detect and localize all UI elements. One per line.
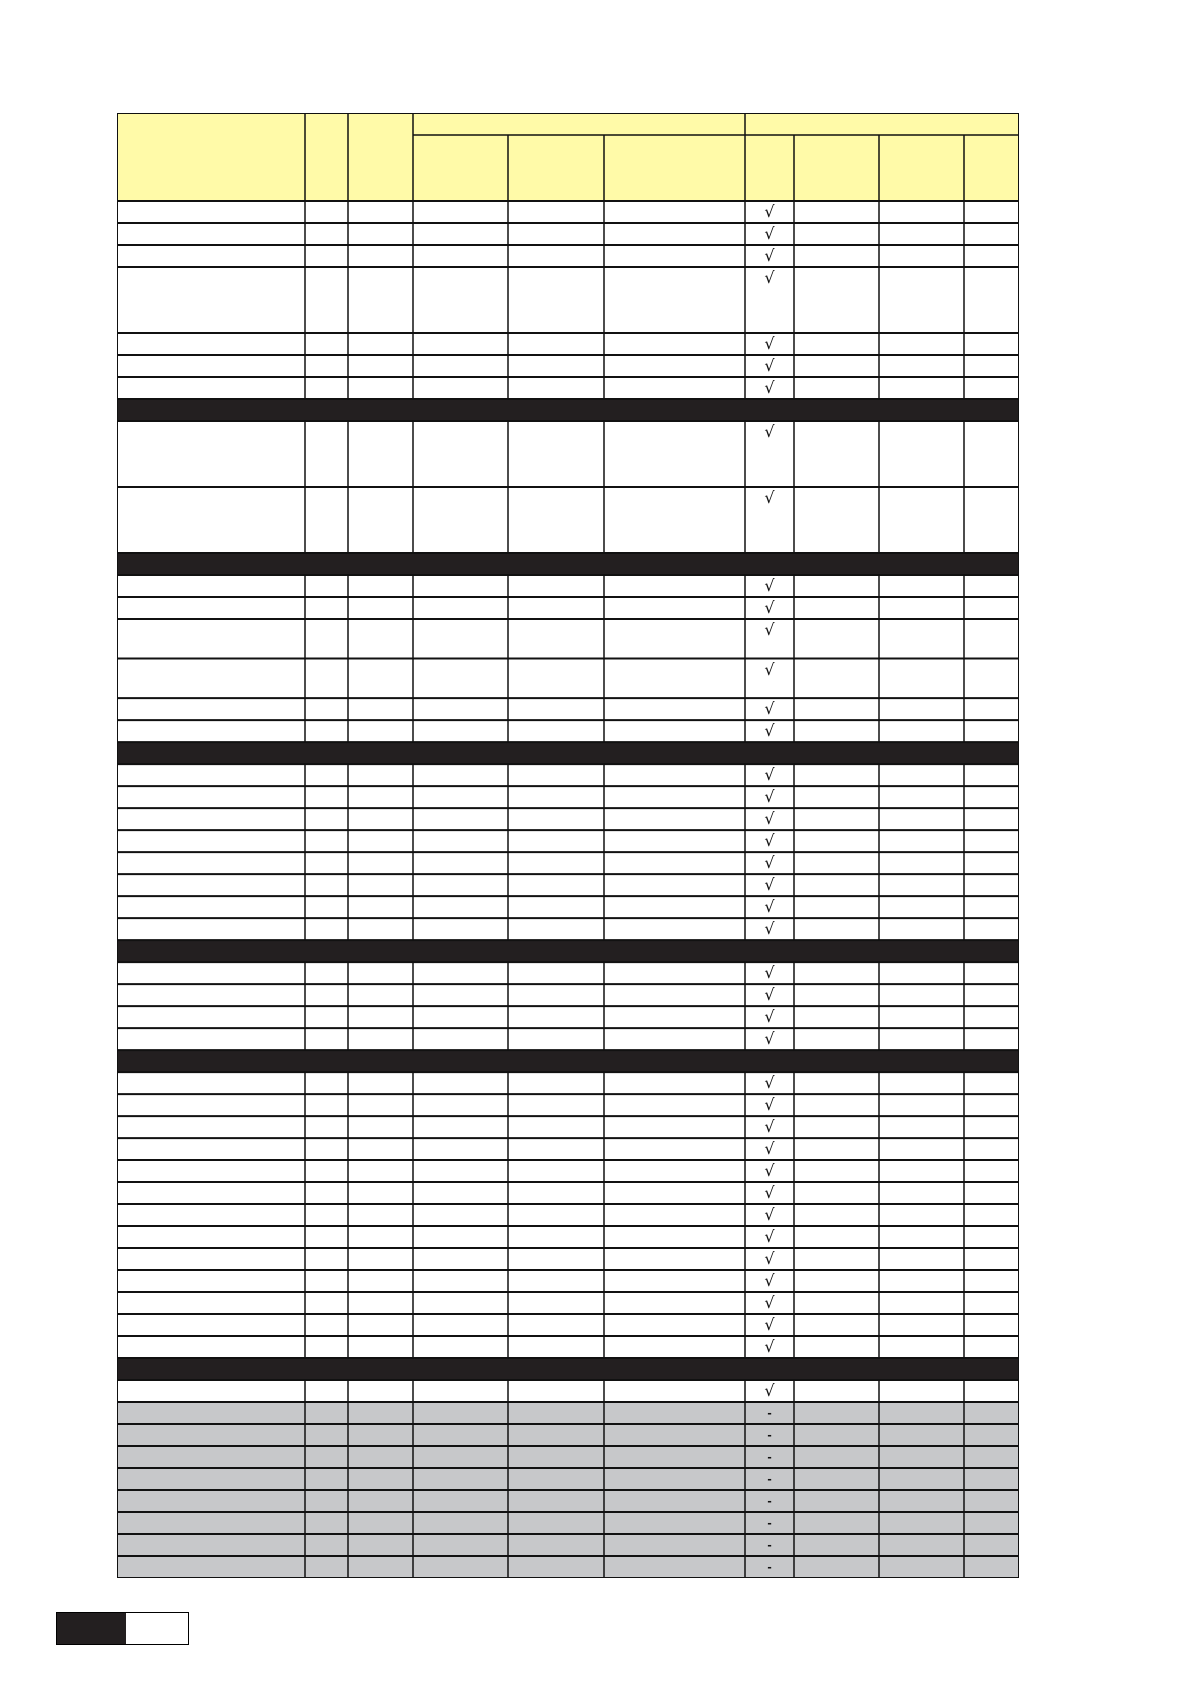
check-mark: √ <box>764 853 775 873</box>
table-row <box>117 1314 1019 1336</box>
shaded-row <box>117 1512 1019 1534</box>
table-row <box>117 201 1019 223</box>
check-mark: √ <box>764 1227 775 1247</box>
table-row <box>117 421 1019 487</box>
check-mark: √ <box>764 875 775 895</box>
check-mark: √ <box>764 699 775 719</box>
check-mark: √ <box>764 597 775 617</box>
table-row <box>117 808 1019 830</box>
table-row <box>117 245 1019 267</box>
table-row <box>117 575 1019 597</box>
table-row <box>117 597 1019 619</box>
section-bar <box>117 553 1019 575</box>
shaded-row <box>117 1534 1019 1556</box>
check-mark: √ <box>764 721 775 741</box>
check-mark: √ <box>764 1007 775 1027</box>
table-row <box>117 918 1019 940</box>
table-row <box>117 1094 1019 1116</box>
check-mark: √ <box>764 1249 775 1269</box>
check-mark: √ <box>764 1029 775 1049</box>
table-row <box>117 333 1019 355</box>
table-row <box>117 1182 1019 1204</box>
dash-mark: - <box>767 1449 772 1465</box>
dash-mark: - <box>767 1559 772 1574</box>
check-mark: √ <box>764 421 775 441</box>
check-mark: √ <box>764 223 775 243</box>
dash-mark: - <box>767 1471 772 1486</box>
check-mark: √ <box>764 202 775 221</box>
table-row <box>117 1248 1019 1270</box>
spec-table <box>117 113 1019 1578</box>
table-row <box>117 1336 1019 1358</box>
check-mark: √ <box>764 1095 775 1115</box>
dash-mark: - <box>767 1427 772 1443</box>
shaded-row <box>117 1446 1019 1468</box>
table-row <box>117 1138 1019 1160</box>
table-row <box>117 830 1019 852</box>
shaded-row <box>117 1468 1019 1490</box>
check-mark: √ <box>764 377 775 397</box>
table-row <box>117 487 1019 553</box>
table-row <box>117 1028 1019 1050</box>
table-row <box>117 896 1019 918</box>
check-mark: √ <box>764 1183 775 1203</box>
check-mark: √ <box>764 897 775 917</box>
check-mark: √ <box>764 919 775 939</box>
page-tab-blank-block <box>126 1613 188 1644</box>
check-mark: √ <box>764 963 775 983</box>
dash-mark: - <box>767 1537 772 1552</box>
page-tab-dark-block <box>57 1613 126 1644</box>
check-mark: √ <box>764 1337 775 1357</box>
table-row <box>117 1204 1019 1226</box>
table-row <box>117 619 1019 659</box>
page-number-tab <box>56 1612 189 1645</box>
table-row <box>117 874 1019 896</box>
table-row <box>117 1160 1019 1182</box>
dash-mark: - <box>767 1405 772 1421</box>
check-mark: √ <box>764 487 775 507</box>
table-row <box>117 786 1019 808</box>
check-mark: √ <box>764 1161 775 1181</box>
check-mark: √ <box>764 985 775 1005</box>
check-mark: √ <box>764 245 775 265</box>
shaded-row <box>117 1402 1019 1424</box>
check-mark: √ <box>764 575 775 595</box>
section-bar <box>117 742 1019 764</box>
table-row <box>117 223 1019 245</box>
table-row <box>117 267 1019 333</box>
table-row <box>117 1270 1019 1292</box>
check-mark: √ <box>764 1117 775 1137</box>
check-mark: √ <box>764 787 775 807</box>
table-row <box>117 1006 1019 1028</box>
dash-mark: - <box>767 1493 772 1508</box>
check-mark: √ <box>764 355 775 375</box>
table-row <box>117 355 1019 377</box>
table-row <box>117 1380 1019 1402</box>
section-bar <box>117 940 1019 962</box>
check-mark: √ <box>764 333 775 353</box>
check-mark: √ <box>764 1381 775 1401</box>
table-row <box>117 1292 1019 1314</box>
table-row <box>117 962 1019 984</box>
section-bar <box>117 399 1019 421</box>
table-grid <box>117 113 1019 1578</box>
check-mark: √ <box>764 1205 775 1225</box>
table-row <box>117 852 1019 874</box>
table-row <box>117 377 1019 399</box>
table-row <box>117 1226 1019 1248</box>
table-header <box>117 113 1019 201</box>
shaded-row <box>117 1424 1019 1446</box>
table-row <box>117 764 1019 786</box>
check-mark: √ <box>764 809 775 829</box>
table-row <box>117 1116 1019 1138</box>
section-bar <box>117 1050 1019 1072</box>
section-bar <box>117 1358 1019 1380</box>
table-row <box>117 720 1019 742</box>
shaded-row <box>117 1556 1019 1578</box>
check-mark: √ <box>764 1139 775 1159</box>
table-row <box>117 698 1019 720</box>
table-row <box>117 659 1019 699</box>
dash-mark: - <box>767 1515 772 1530</box>
check-mark: √ <box>764 765 775 785</box>
check-mark: √ <box>764 1293 775 1313</box>
check-mark: √ <box>764 1073 775 1093</box>
check-mark: √ <box>764 619 775 639</box>
table-row <box>117 1072 1019 1094</box>
shaded-row <box>117 1490 1019 1512</box>
check-mark: √ <box>764 1315 775 1335</box>
check-mark: √ <box>764 267 775 287</box>
check-mark: √ <box>764 659 775 679</box>
table-row <box>117 984 1019 1006</box>
check-mark: √ <box>764 831 775 851</box>
check-mark: √ <box>764 1271 775 1291</box>
